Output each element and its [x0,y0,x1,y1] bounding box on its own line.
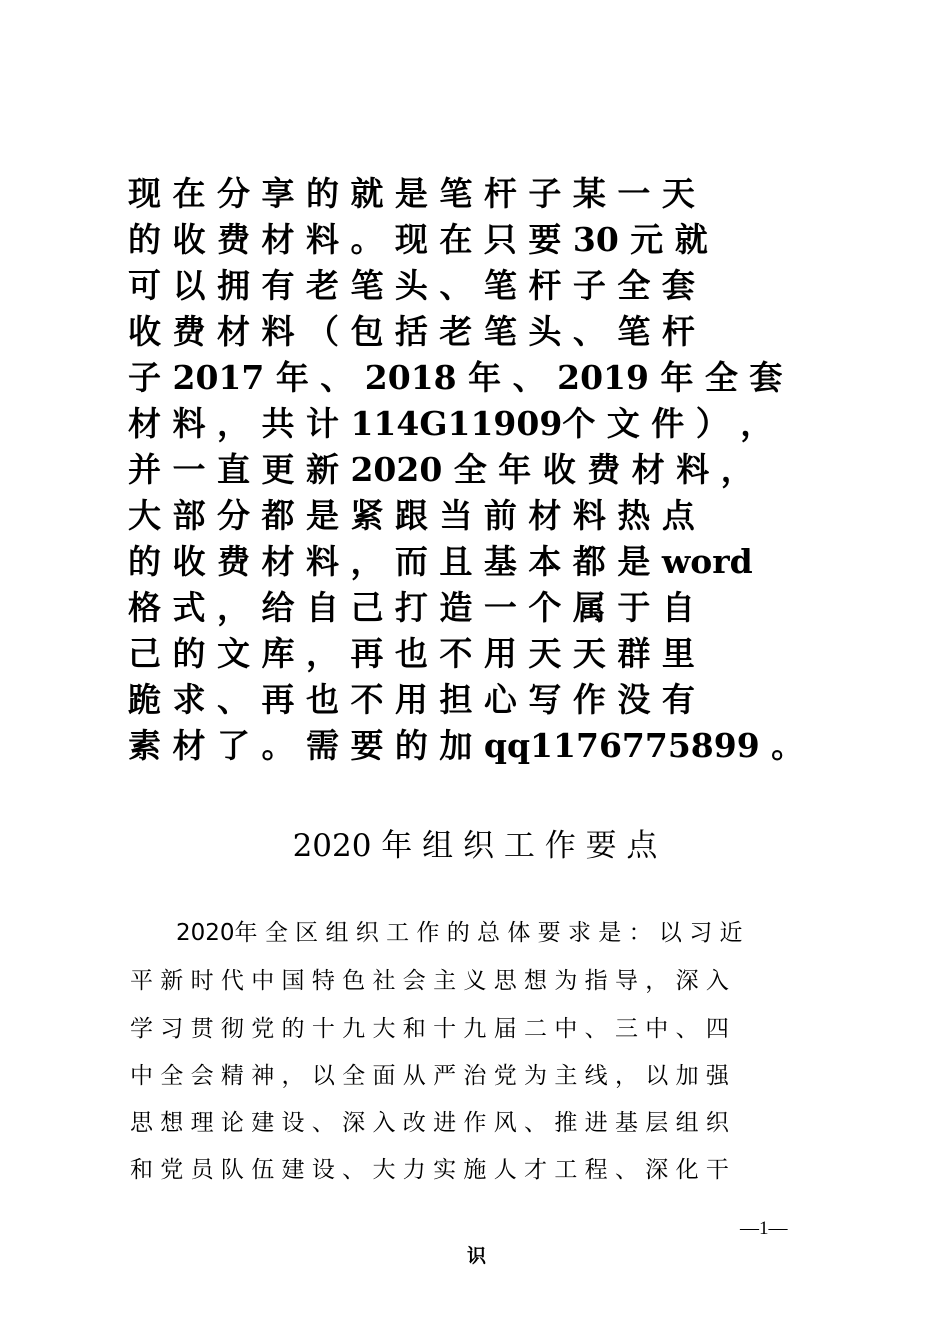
body-line: 学 习 贯 彻 党 的 十 九 大 和 十 九 届 二 中 、 三 中 、 四 [130,1016,729,1042]
intro-line: 子 2017 年 、 2018 年 、 2019 年 全 套 [128,358,783,397]
footer-text: 识 [467,1245,487,1267]
intro-line: 现 在 分 享 的 就 是 笔 杆 子 某 一 天 [128,174,695,213]
intro-line: 收 费 材 料 （ 包 括 老 笔 头 、 笔 杆 [128,312,695,351]
intro-line: 素 材 了 。 需 要 的 加 qq1176775899 。 [128,726,805,765]
intro-line: 跪 求 、 再 也 不 用 担 心 写 作 没 有 [128,680,695,719]
intro-line: 并 一 直 更 新 2020 全 年 收 费 材 料 ， [128,450,754,489]
body-line: 和 党 员 队 伍 建 设 、 大 力 实 施 人 才 工 程 、 深 化 干 [130,1157,729,1183]
body-line: 中 全 会 精 神 ， 以 全 面 从 严 治 党 为 主 线 ， 以 加 强 [130,1063,729,1089]
intro-line: 己 的 文 库 ， 再 也 不 用 天 天 群 里 [128,634,695,673]
body-line: 2020年 全 区 组 织 工 作 的 总 体 要 求 是 ： 以 习 近 [130,920,743,946]
intro-line: 可 以 拥 有 老 笔 头 、 笔 杆 子 全 套 [128,266,695,305]
intro-line: 大 部 分 都 是 紧 跟 当 前 材 料 热 点 [128,496,695,535]
body-line: 思 想 理 论 建 设 、 深 入 改 进 作 风 、 推 进 基 层 组 织 [130,1110,729,1136]
page-number: —1— [740,1218,788,1239]
intro-line: 材 料 ， 共 计 114G11909个 文 件 ） ， [128,404,774,443]
body-line: 平 新 时 代 中 国 特 色 社 会 主 义 思 想 为 指 导 ， 深 入 [130,968,729,994]
intro-line: 的 收 费 材 料 。 现 在 只 要 30 元 就 [128,220,708,259]
intro-line: 格 式 ， 给 自 己 打 造 一 个 属 于 自 [128,588,695,627]
document-title: 2020 年 组 织 工 作 要 点 [292,828,658,864]
intro-line: 的 收 费 材 料 ， 而 且 基 本 都 是 word [128,542,753,581]
